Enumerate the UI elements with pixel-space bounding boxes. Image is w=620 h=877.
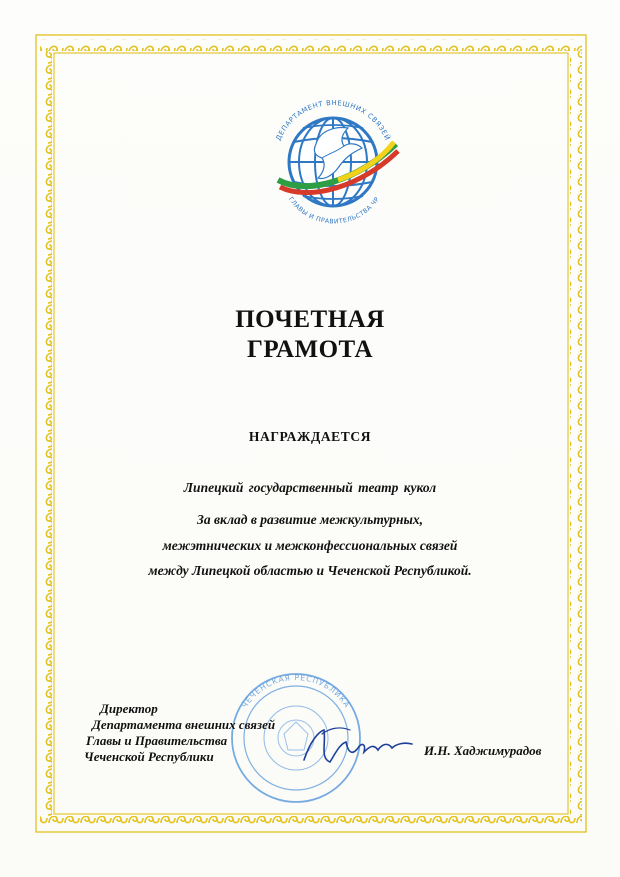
stamp-text: ЧЕЧЕНСКАЯ РЕСПУБЛИКА (240, 672, 352, 710)
emblem-bottom-text: ГЛАВЫ И ПРАВИТЕЛЬСТВА ЧР (286, 195, 382, 226)
reason-line3: между Липецкой областью и Чеченской Республикой. (148, 563, 472, 578)
awarded-label: НАГРАЖДАЕТСЯ (248, 429, 372, 444)
recipient-name: Липецкий государственный театр кукол (183, 480, 437, 495)
signatory-name: И.Н. Хаджимурадов (424, 743, 542, 758)
signatory-position-line2: Департамента внешних связей (92, 717, 276, 732)
department-emblem (258, 84, 408, 234)
signature (300, 722, 415, 770)
certificate-title-line2: ГРАМОТА (246, 336, 374, 363)
signatory-position-line4: Чеченской Республики (84, 749, 214, 764)
reason-line2: межэтнических и межконфессиональных связей (162, 538, 458, 553)
reason-line1: За вклад в развитие межкультурных, (196, 512, 424, 527)
certificate-title-line1: ПОЧЕТНАЯ (235, 306, 385, 333)
signatory-position-line1: Директор (100, 701, 158, 716)
emblem-top-text: ДЕПАРТАМЕНТ ВНЕШНИХ СВЯЗЕЙ (274, 98, 392, 142)
signatory-position-line3: Главы и Правительства (86, 733, 228, 748)
